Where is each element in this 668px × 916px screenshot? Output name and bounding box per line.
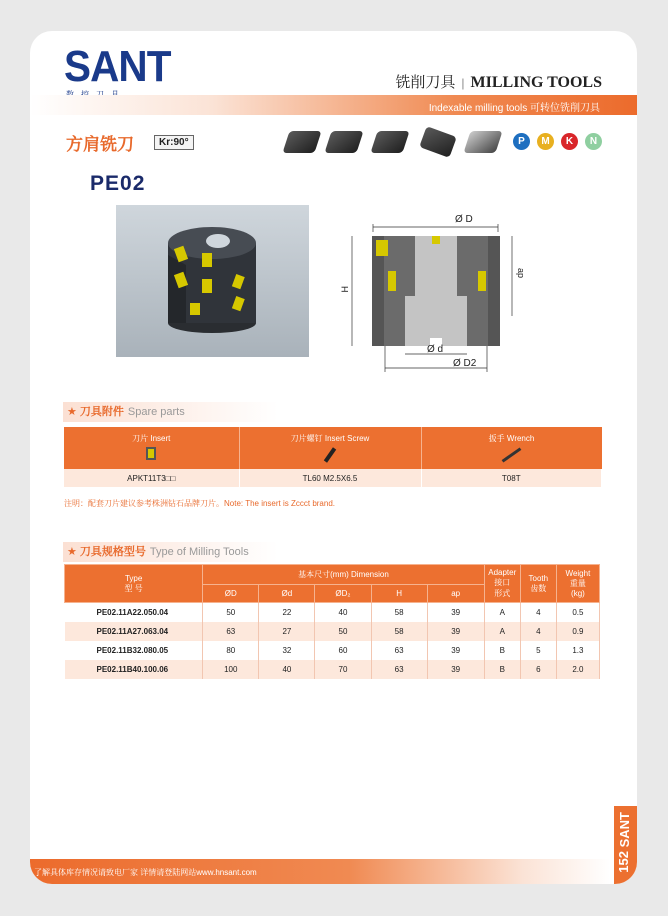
insert-note: 注明：配套刀片建议参考株洲钻石品牌刀片。Note: The insert is Zccct brand. xyxy=(64,499,336,508)
material-n-icon: N xyxy=(585,133,602,150)
section-title xyxy=(395,71,602,92)
dimension-header: 基本尺寸(mm) Dimension xyxy=(203,565,484,585)
insert-icons xyxy=(282,127,612,163)
insert-shape-icon xyxy=(282,131,321,153)
product-name-cn: 方肩铣刀 xyxy=(66,135,134,154)
section-title-separator: | xyxy=(461,76,465,90)
insert-icon xyxy=(146,447,156,460)
insert-column-header: 刀片 Insert xyxy=(64,427,239,469)
side-tab-brand: SANT xyxy=(617,812,632,848)
section-title-cn: 铣削刀具 xyxy=(395,74,456,91)
catalog-page xyxy=(30,31,637,884)
page-number: 152 xyxy=(616,851,631,873)
category-banner xyxy=(30,95,637,115)
adapter-header: Adapter 接口 形式 xyxy=(484,565,520,603)
wrench-icon xyxy=(502,447,522,462)
material-p-icon: P xyxy=(513,133,530,150)
label-D: Ø D xyxy=(455,214,473,225)
table-row: PE02.11A22.050.04 50 22 40 58 39 A 4 0.5 xyxy=(65,603,600,622)
section-title-en: MILLING TOOLS xyxy=(470,74,602,91)
technical-drawing xyxy=(330,206,530,381)
specs-heading: ★ 刀具规格型号 Type of Milling Tools xyxy=(63,542,278,562)
logo-word: SANT xyxy=(64,42,171,91)
kr-badge: Kr:90° xyxy=(154,135,194,150)
specs-heading-cn: 刀具规格型号 xyxy=(79,546,146,558)
specs-table xyxy=(64,564,600,679)
screw-value: TL60 M2.5X6.5 xyxy=(239,469,421,487)
weight-header: Weight 重量 (kg) xyxy=(556,565,599,603)
tooth-header: Tooth 齿数 xyxy=(520,565,556,603)
label-d: Ø d xyxy=(427,344,444,355)
material-k-icon: K xyxy=(561,133,578,150)
footer-text: 了解具体库存情况请致电厂家 详情请登陆网站www.hnsant.com xyxy=(34,868,257,877)
screw-icon xyxy=(324,447,336,462)
specs-heading-en: Type of Milling Tools xyxy=(149,546,249,558)
label-ap: ap xyxy=(516,268,526,279)
dim-col-header: ØD₂ xyxy=(315,585,371,603)
table-row: PE02.11B32.080.05 80 32 60 63 39 B 5 1.3 xyxy=(65,641,600,660)
dim-col-header: H xyxy=(371,585,427,603)
material-m-icon: M xyxy=(537,133,554,150)
dim-col-header: ØD xyxy=(203,585,259,603)
wrench-column-header: 扳手 Wrench xyxy=(421,427,602,469)
table-row: PE02.11B40.100.06 100 40 70 63 39 B 6 2.0 xyxy=(65,660,600,679)
insert-shape-icon xyxy=(419,126,457,158)
insert-shape-icon xyxy=(463,131,502,153)
spare-parts-heading-en: Spare parts xyxy=(127,406,185,418)
dim-col-header: ap xyxy=(427,585,484,603)
page-side-tab xyxy=(614,806,637,884)
table-row: PE02.11A27.063.04 63 27 50 58 39 A 4 0.9 xyxy=(65,622,600,641)
footer-bar xyxy=(30,859,610,884)
label-H: H xyxy=(340,286,350,293)
insert-shape-icon xyxy=(370,131,409,153)
spare-parts-table xyxy=(64,427,602,487)
model-code: PE02 xyxy=(90,172,146,195)
dim-col-header: Ød xyxy=(259,585,315,603)
spare-parts-heading-cn: 刀具附件 xyxy=(79,406,124,418)
insert-value: APKT11T3□□ xyxy=(64,469,239,487)
wrench-value: T08T xyxy=(421,469,602,487)
label-D2: Ø D2 xyxy=(453,358,477,369)
insert-shape-icon xyxy=(324,131,363,153)
banner-text: Indexable milling tools 可转位铣削刀具 xyxy=(428,103,600,114)
type-header: Type 型 号 xyxy=(65,565,203,603)
spare-parts-heading: ★ 刀具附件 Spare parts xyxy=(63,402,278,422)
screw-column-header: 刀片螺钉 Insert Screw xyxy=(239,427,421,469)
product-photo xyxy=(116,205,309,357)
